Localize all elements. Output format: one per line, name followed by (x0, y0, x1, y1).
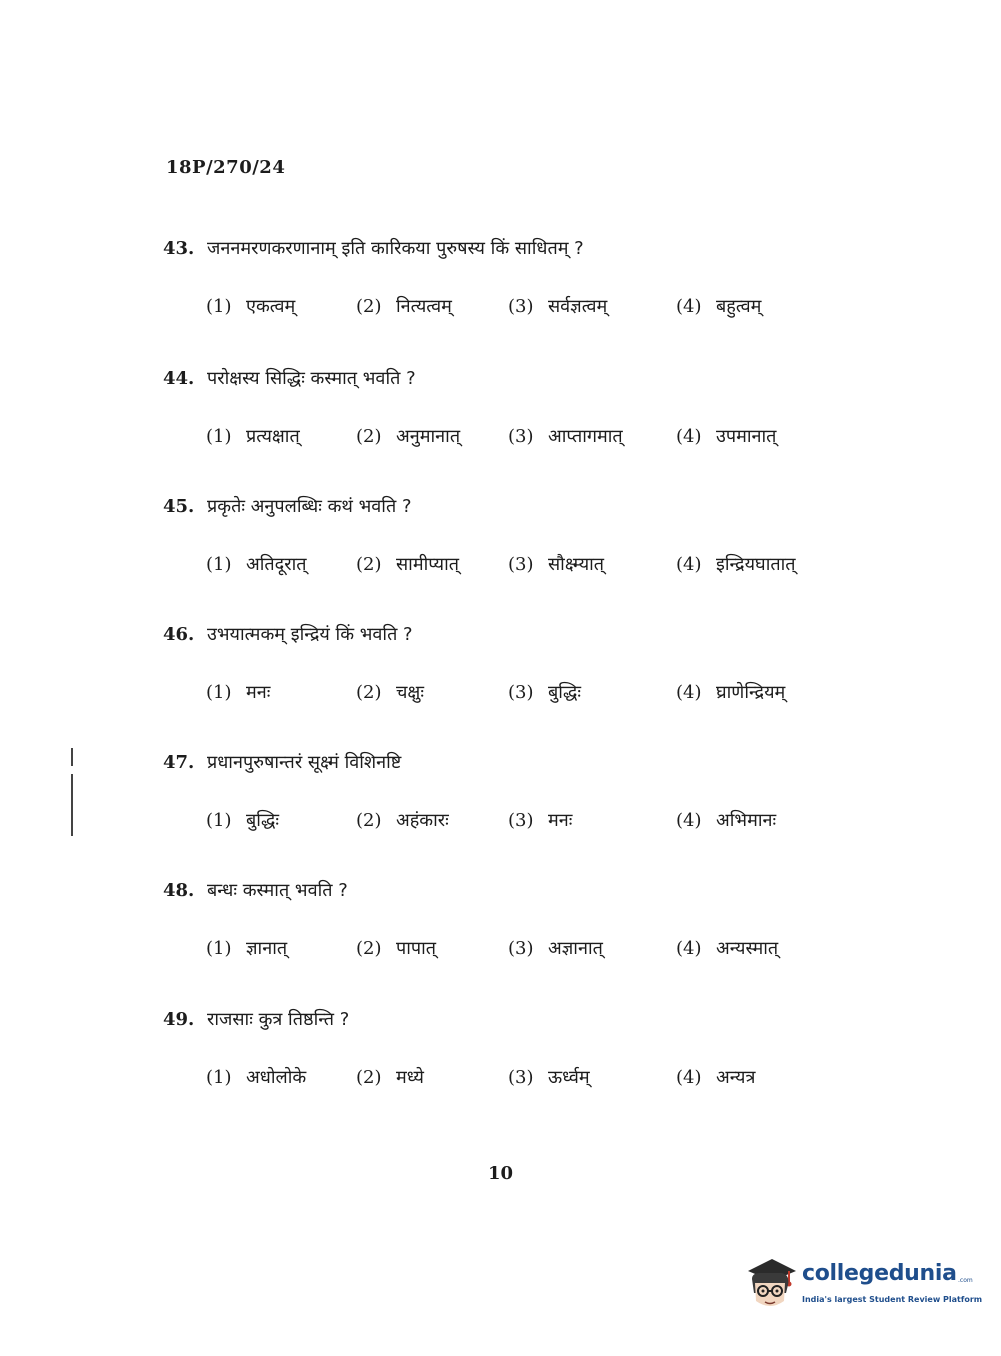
option-text: पापात् (396, 938, 437, 959)
question-text: परोक्षस्य सिद्धिः कस्मात् भवति ? (207, 368, 416, 389)
question-number: 49. (163, 1009, 195, 1030)
option-number: (2) (356, 554, 382, 575)
option-number: (1) (206, 554, 232, 575)
option-4 (676, 1065, 755, 1089)
question-number: 47. (163, 752, 195, 773)
question-text: राजसाः कुत्र तिष्ठन्ति ? (207, 1009, 350, 1030)
option-text: अहंकारः (396, 810, 449, 831)
option-number: (2) (356, 938, 382, 959)
option-number: (3) (508, 554, 534, 575)
option-text: अतिदूरात् (246, 554, 307, 575)
options-list (206, 1065, 863, 1095)
option-text: बुद्धिः (548, 682, 581, 703)
question-45 (163, 494, 863, 582)
option-number: (1) (206, 938, 232, 959)
question-number: 45. (163, 496, 195, 517)
option-number: (4) (676, 1067, 702, 1088)
question-text: उभयात्मकम् इन्द्रियं किं भवति ? (207, 624, 413, 645)
option-text: अनुमानात् (396, 426, 461, 447)
option-number: (3) (508, 426, 534, 447)
option-number: (2) (356, 1067, 382, 1088)
options-list (206, 808, 863, 838)
option-number: (2) (356, 810, 382, 831)
option-3 (508, 680, 581, 704)
option-text: अधोलोके (246, 1067, 307, 1088)
option-number: (3) (508, 810, 534, 831)
option-number: (3) (508, 682, 534, 703)
option-text: सर्वज्ञत्वम् (548, 296, 608, 317)
option-text: अन्यस्मात् (716, 938, 779, 959)
question-number: 46. (163, 624, 195, 645)
option-1 (206, 424, 300, 448)
option-text: चक्षुः (396, 682, 424, 703)
option-text: अभिमानः (716, 810, 777, 831)
option-3 (508, 552, 604, 576)
margin-mark (71, 748, 73, 766)
paper-code: 18P/270/24 (166, 157, 286, 178)
option-1 (206, 1065, 306, 1089)
question-text: जननमरणकरणानाम् इति कारिकया पुरुषस्य किं साधितम् ? (207, 238, 584, 259)
option-number: (3) (508, 1067, 534, 1088)
option-text: ऊर्ध्वम् (548, 1067, 590, 1088)
option-number: (4) (676, 426, 702, 447)
option-text: अन्यत्र (716, 1067, 756, 1088)
option-2 (356, 552, 459, 576)
option-number: (2) (356, 426, 382, 447)
option-2 (356, 936, 436, 960)
option-2 (356, 424, 460, 448)
options-list (206, 424, 863, 454)
option-3 (508, 424, 623, 448)
option-4 (676, 424, 776, 448)
option-number: (4) (676, 938, 702, 959)
options-list (206, 936, 863, 966)
option-number: (4) (676, 810, 702, 831)
option-text: प्रत्यक्षात् (246, 426, 300, 447)
brand-name: collegedunia (802, 1261, 957, 1286)
question-43 (163, 236, 863, 324)
option-number: (1) (206, 296, 232, 317)
question-text: बन्धः कस्मात् भवति ? (207, 880, 348, 901)
option-text: उपमानात् (716, 426, 777, 447)
option-4 (676, 294, 761, 318)
option-number: (2) (356, 296, 382, 317)
question-44 (163, 366, 863, 454)
option-text: बुद्धिः (246, 810, 279, 831)
option-text: अज्ञानात् (548, 938, 603, 959)
option-text: घ्राणेन्द्रियम् (716, 682, 786, 703)
page-number: 10 (487, 1163, 514, 1184)
options-list (206, 294, 863, 324)
option-4 (676, 680, 785, 704)
option-text: सामीप्यात् (396, 554, 460, 575)
brand-suffix: .com (958, 1277, 973, 1284)
question-46 (163, 622, 863, 710)
option-2 (356, 680, 424, 704)
option-number: (1) (206, 682, 232, 703)
option-2 (356, 1065, 424, 1089)
question-number: 48. (163, 880, 195, 901)
option-number: (1) (206, 1067, 232, 1088)
option-text: बहुत्वम् (716, 296, 762, 317)
option-1 (206, 808, 279, 832)
option-3 (508, 936, 603, 960)
option-1 (206, 294, 295, 318)
option-1 (206, 936, 287, 960)
options-list (206, 552, 863, 582)
option-4 (676, 808, 776, 832)
options-list (206, 680, 863, 710)
option-number: (2) (356, 682, 382, 703)
margin-mark (71, 774, 73, 836)
option-3 (508, 1065, 590, 1089)
option-4 (676, 552, 796, 576)
option-text: मनः (246, 682, 271, 703)
option-text: आप्तागमात् (548, 426, 623, 447)
collegedunia-watermark (742, 1253, 983, 1313)
option-1 (206, 680, 270, 704)
option-1 (206, 552, 307, 576)
question-48 (163, 878, 863, 966)
option-text: मनः (548, 810, 573, 831)
option-number: (4) (676, 682, 702, 703)
option-text: ज्ञानात् (246, 938, 288, 959)
option-text: एकत्वम् (246, 296, 296, 317)
option-2 (356, 808, 449, 832)
option-text: इन्द्रियघातात् (716, 554, 796, 575)
collegedunia-mascot-icon (742, 1253, 800, 1313)
question-number: 44. (163, 368, 195, 389)
question-49 (163, 1007, 863, 1095)
option-number: (3) (508, 296, 534, 317)
option-number: (1) (206, 426, 232, 447)
option-number: (4) (676, 296, 702, 317)
question-text: प्रकृतेः अनुपलब्धिः कथं भवति ? (207, 496, 412, 517)
option-text: मध्ये (396, 1067, 424, 1088)
option-number: (1) (206, 810, 232, 831)
option-number: (4) (676, 554, 702, 575)
option-2 (356, 294, 452, 318)
option-4 (676, 936, 778, 960)
option-text: नित्यत्वम् (396, 296, 452, 317)
question-text: प्रधानपुरुषान्तरं सूक्ष्मं विशिनष्टि (207, 752, 402, 773)
brand-tagline: India's largest Student Review Platform (802, 1295, 983, 1304)
option-number: (3) (508, 938, 534, 959)
option-text: सौक्ष्म्यात् (548, 554, 605, 575)
option-3 (508, 808, 572, 832)
question-47 (163, 750, 863, 838)
option-3 (508, 294, 607, 318)
question-number: 43. (163, 238, 195, 259)
